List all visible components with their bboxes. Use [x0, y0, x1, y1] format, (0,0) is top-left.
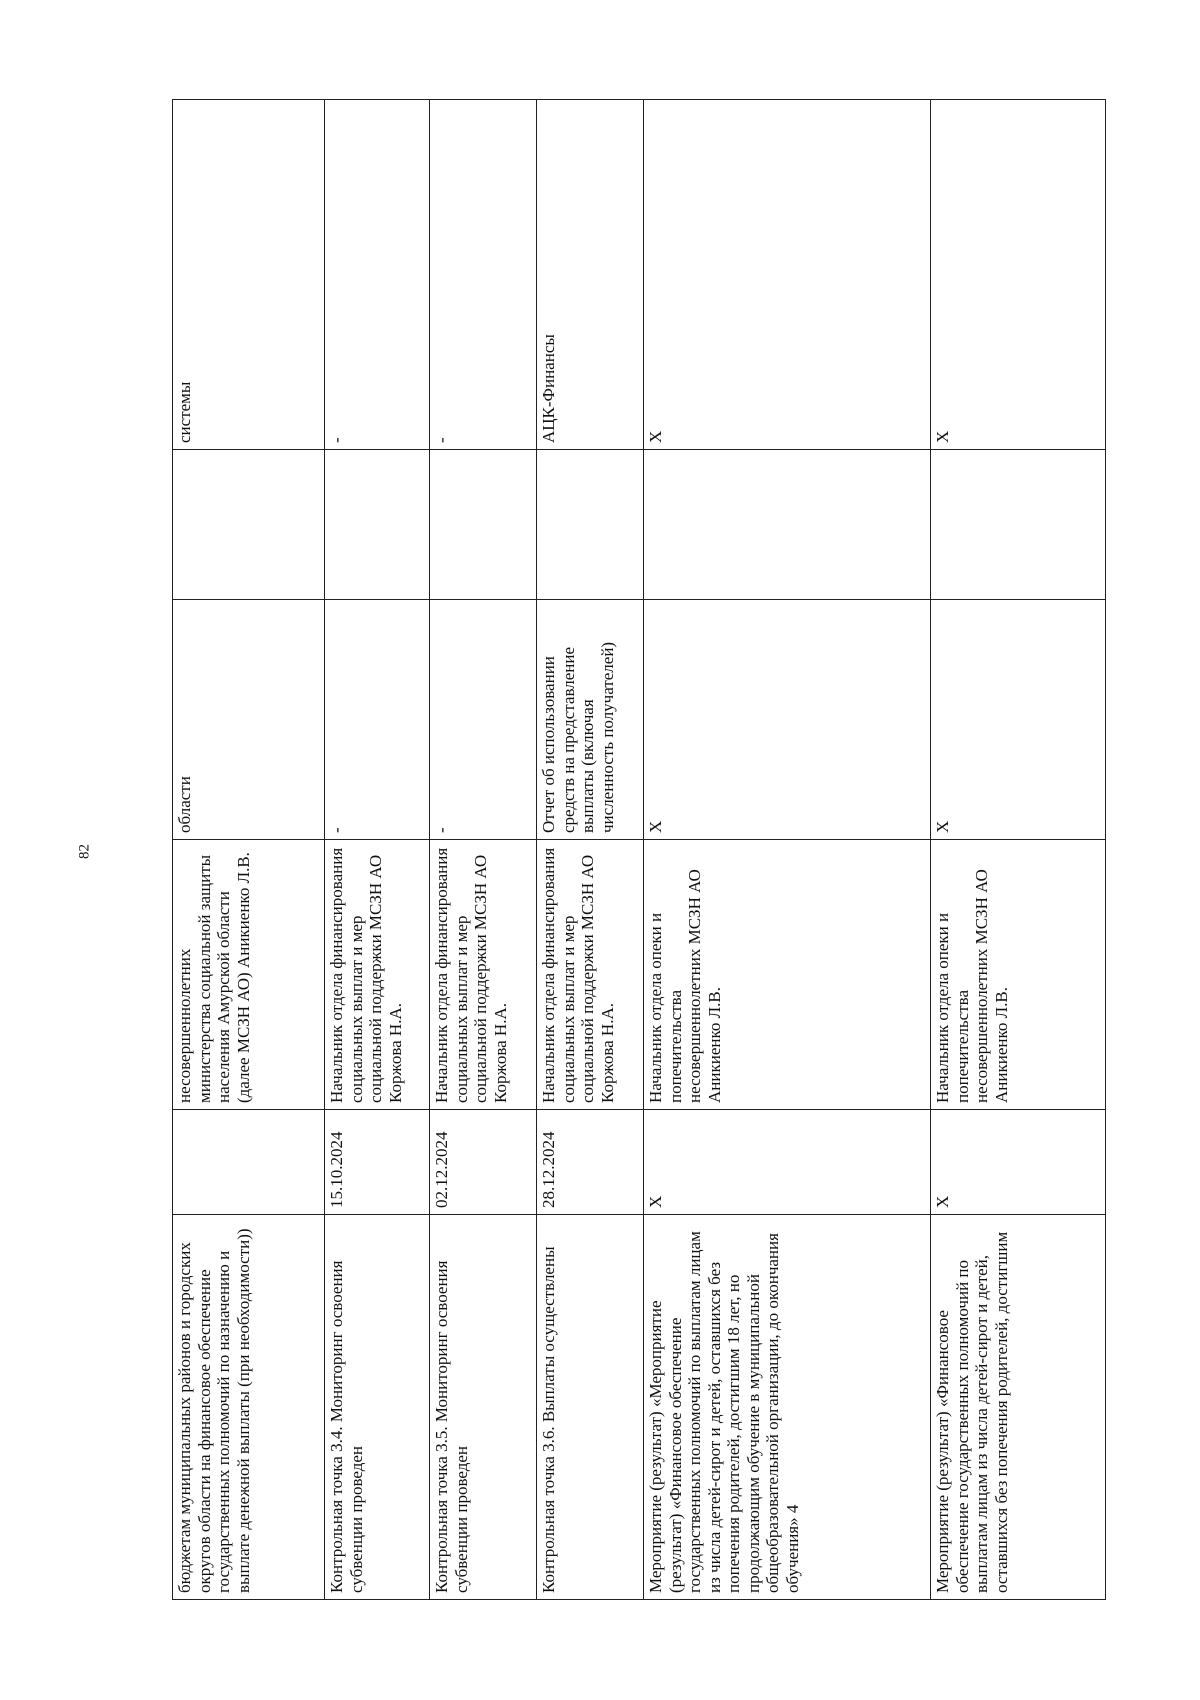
table-row — [644, 100, 931, 1600]
cell-document: X — [644, 600, 931, 840]
cell-system: - — [325, 100, 430, 450]
cell-empty — [931, 450, 1106, 600]
cell-event-name: Контрольная точка 3.4. Мониторинг освоения субвенции проведен — [325, 1215, 430, 1600]
cell-empty — [173, 450, 325, 600]
cell-responsible: Начальник отдела финансирования социальных выплат и мер социальной поддержки МСЗН АО Коржова Н.А. — [430, 840, 537, 1110]
cell-date: 28.12.2024 — [537, 1110, 644, 1215]
table-row — [325, 100, 430, 1600]
table-row — [430, 100, 537, 1600]
cell-system: системы — [173, 100, 325, 450]
cell-responsible: Начальник отдела опеки и попечительства несовершеннолетних МСЗН АО Аникиенко Л.В. — [931, 840, 1106, 1110]
cell-event-name: Контрольная точка 3.6. Выплаты осуществлены — [537, 1215, 644, 1600]
page-number: 82 — [76, 844, 93, 859]
events-table — [172, 99, 1106, 1600]
cell-system: - — [430, 100, 537, 450]
cell-event-name: Мероприятие (результат) «Мероприятие (результат) «Финансовое обеспечение государственных полномочий по выплатам лицам из числа детей-сирот и детей, оставшихся без попечения родителей, достигшим 18 лет, но продолжающим обучение в муниципальной общеобразовательной организации, до окончания обучения» 4 — [644, 1215, 931, 1600]
cell-responsible: Начальник отдела финансирования социальных выплат и мер социальной поддержки МСЗН АО Коржова Н.А. — [325, 840, 430, 1110]
cell-date — [173, 1110, 325, 1215]
rotated-page-content — [172, 100, 1182, 1600]
cell-document: - — [430, 600, 537, 840]
cell-document: области — [173, 600, 325, 840]
table-row — [931, 100, 1106, 1600]
cell-responsible: Начальник отдела финансирования социальных выплат и мер социальной поддержки МСЗН АО Коржова Н.А. — [537, 840, 644, 1110]
table-row — [173, 100, 325, 1600]
cell-system: X — [644, 100, 931, 450]
cell-system: АЦК-Финансы — [537, 100, 644, 450]
cell-date: X — [644, 1110, 931, 1215]
cell-date: 15.10.2024 — [325, 1110, 430, 1215]
cell-date: 02.12.2024 — [430, 1110, 537, 1215]
cell-responsible: Начальник отдела опеки и попечительства несовершеннолетних МСЗН АО Аникиенко Л.В. — [644, 840, 931, 1110]
cell-event-name: Мероприятие (результат) «Финансовое обеспечение государственных полномочий по выплатам лицам из числа детей-сирот и детей, оставшихся без попечения родителей, достигшим — [931, 1215, 1106, 1600]
cell-event-name: Контрольная точка 3.5. Мониторинг освоения субвенции проведен — [430, 1215, 537, 1600]
cell-empty — [537, 450, 644, 600]
cell-document: X — [931, 600, 1106, 840]
cell-empty — [325, 450, 430, 600]
cell-empty — [430, 450, 537, 600]
cell-empty — [644, 450, 931, 600]
cell-date: X — [931, 1110, 1106, 1215]
table-row — [537, 100, 644, 1600]
cell-document: - — [325, 600, 430, 840]
cell-system: X — [931, 100, 1106, 450]
cell-document: Отчет об использовании средств на представление выплаты (включая численность получателей) — [537, 600, 644, 840]
cell-event-name: бюджетам муниципальных районов и городских округов области на финансовое обеспечение государственных полномочий по назначению и выплате денежной выплаты (при необходимости)) — [173, 1215, 325, 1600]
cell-responsible: несовершеннолетних министерства социальной защиты населения Амурской области (далее МСЗН АО) Аникиенко Л.В. — [173, 840, 325, 1110]
